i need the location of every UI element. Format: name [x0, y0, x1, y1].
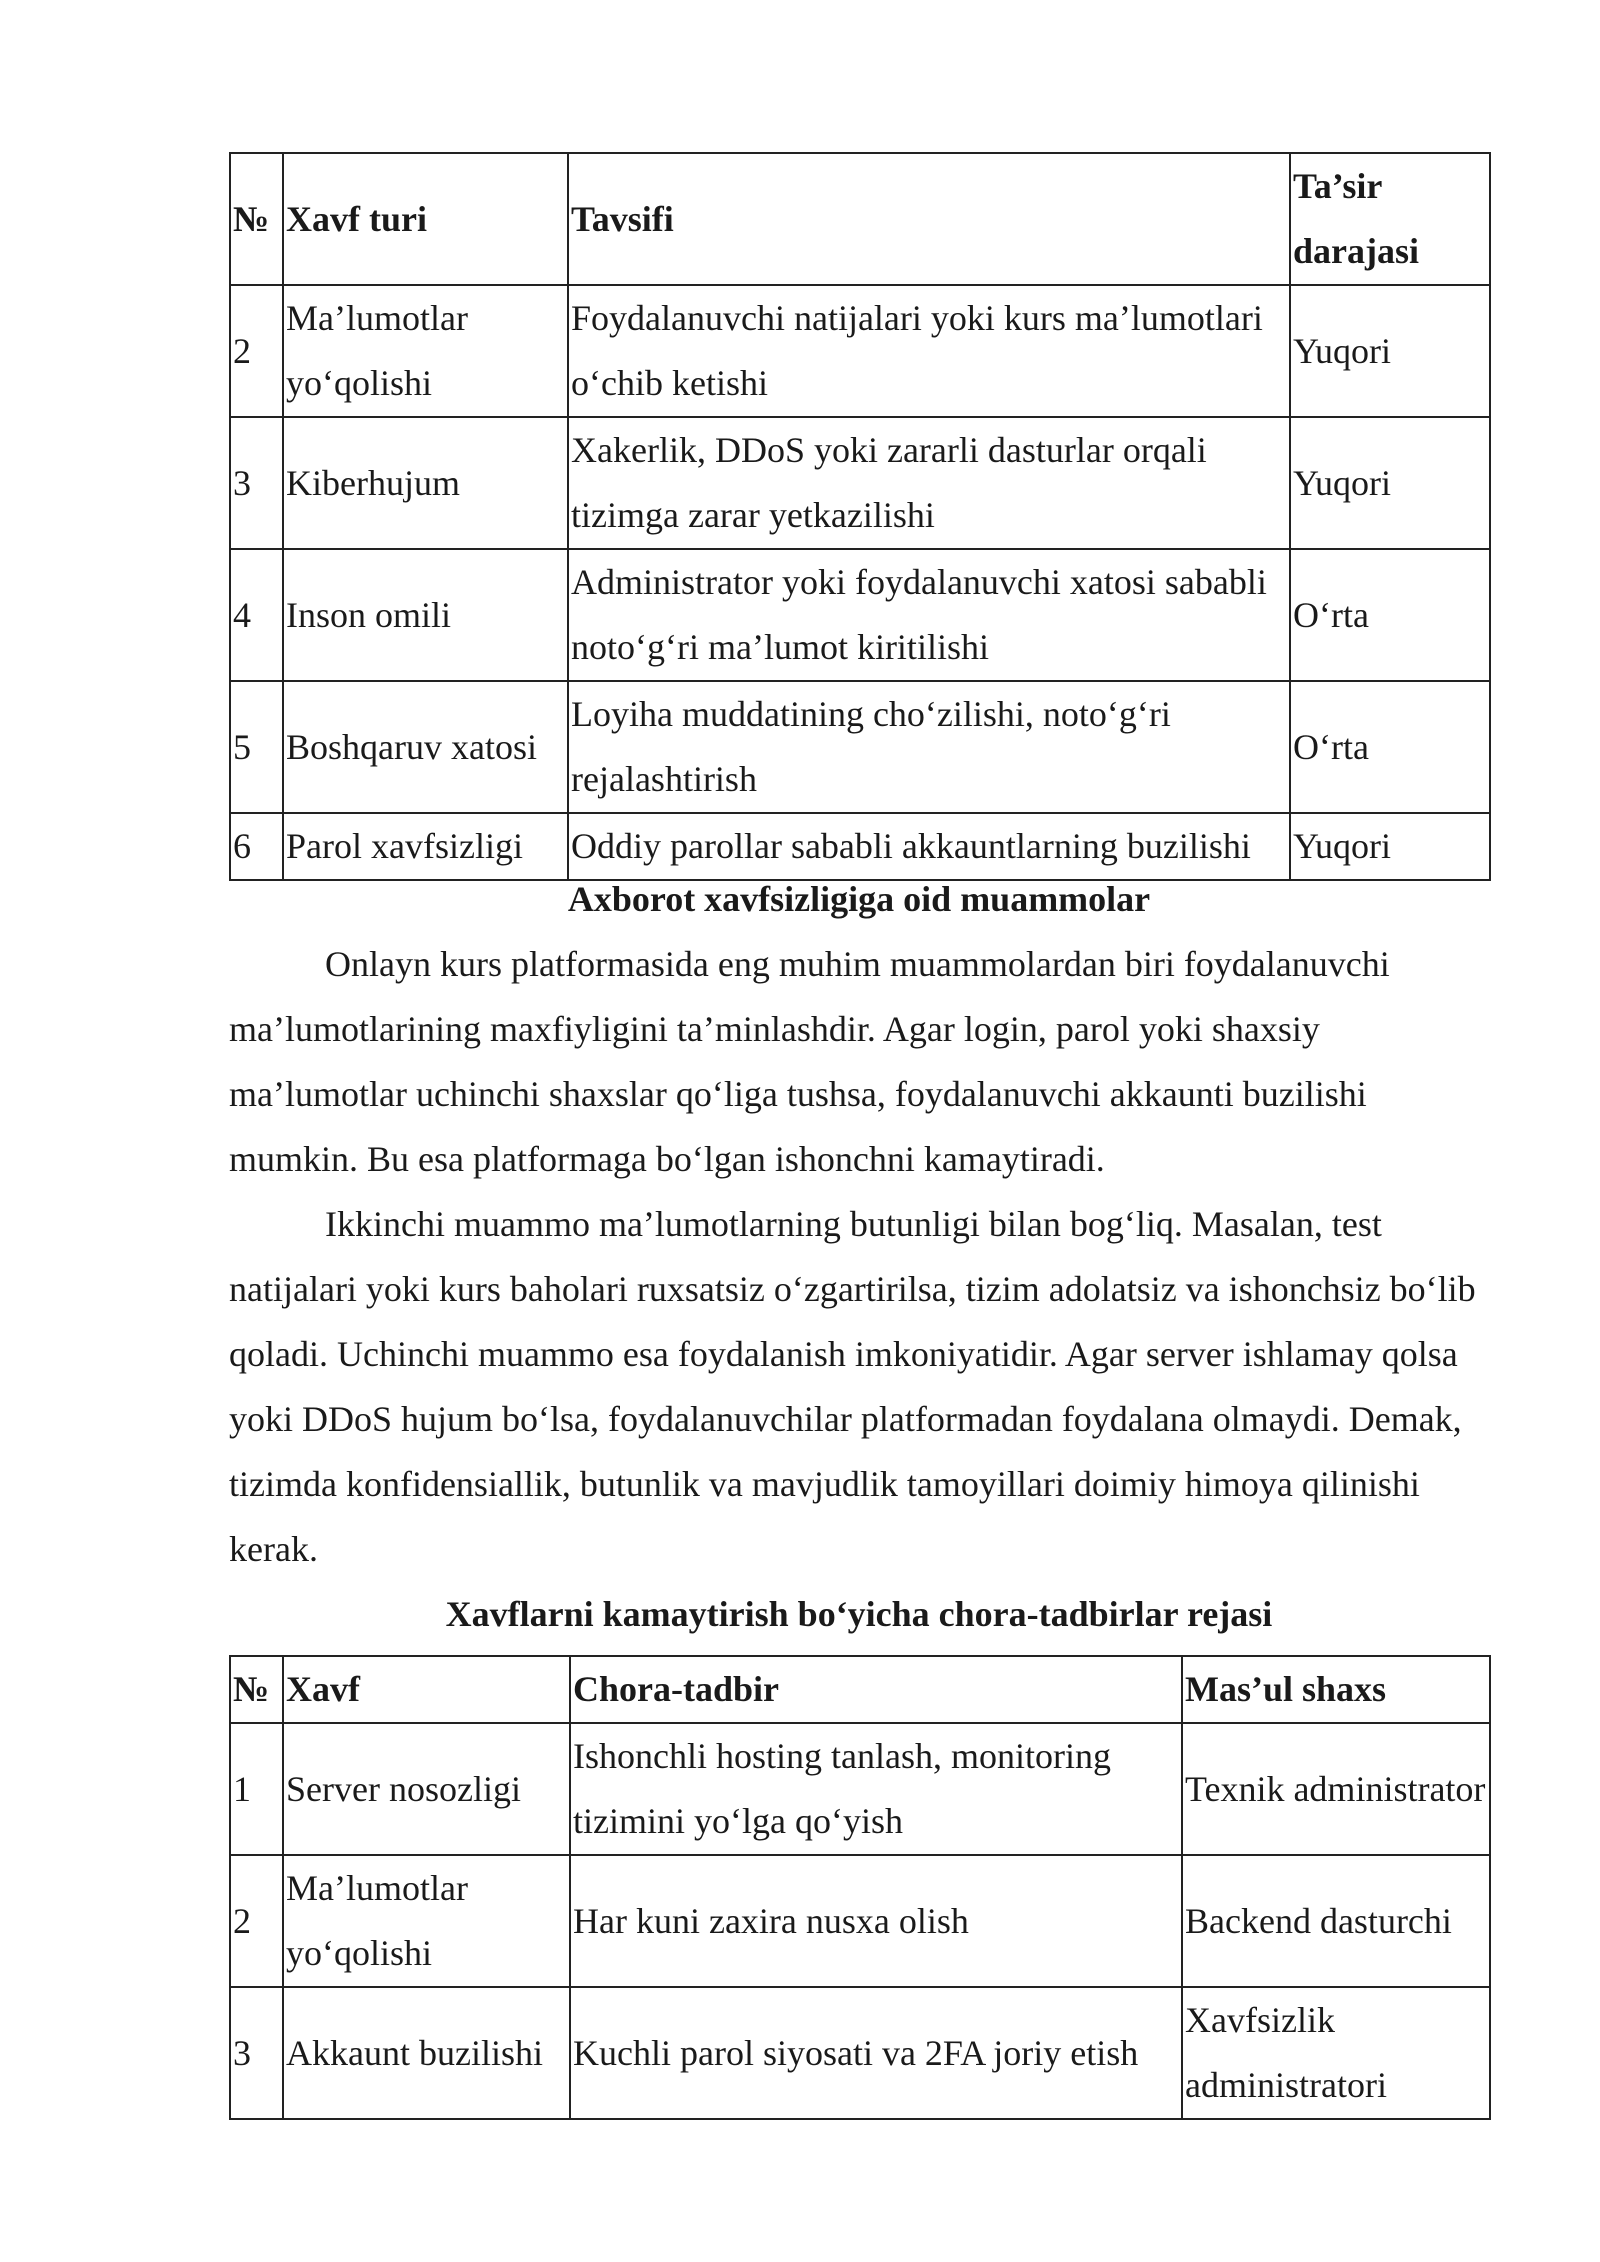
table-header-row	[230, 1656, 1490, 1723]
cell-number: 4	[230, 549, 283, 681]
header-responsible: Mas’ul shaxs	[1182, 1656, 1490, 1723]
cell-number: 1	[230, 1723, 283, 1855]
cell-number: 3	[230, 417, 283, 549]
table-row	[230, 1723, 1490, 1855]
cell-risk-type: Kiberhujum	[283, 417, 568, 549]
header-risk: Xavf	[283, 1656, 570, 1723]
table-caption: Xavflarni kamaytirish bo‘yicha chora-tadbirlar rejasi	[445, 1594, 1273, 1634]
cell-measure: Har kuni zaxira nusxa olish	[570, 1855, 1182, 1987]
cell-description: Foydalanuvchi natijalari yoki kurs ma’lumotlari o‘chib ketishi	[568, 285, 1290, 417]
table-row	[230, 549, 1490, 681]
cell-number: 6	[230, 813, 283, 880]
cell-impact-level: O‘rta	[1290, 549, 1490, 681]
table-row	[230, 417, 1490, 549]
cell-description: Oddiy parollar sababli akkauntlarning buzilishi	[568, 813, 1290, 880]
cell-risk: Akkaunt buzilishi	[283, 1987, 570, 2119]
cell-description: Loyiha muddatining cho‘zilishi, noto‘g‘ri rejalashtirish	[568, 681, 1290, 813]
cell-responsible: Backend dasturchi	[1182, 1855, 1490, 1987]
body-paragraph: Ikkinchi muammo ma’lumotlarning butunligi bilan bog‘liq. Masalan, test natijalari yoki kurs baholari ruxsatsiz o‘zgartirilsa, tizim adolatsiz va ishonchsiz bo‘lib qoladi. Uchinchi muammo esa foydalanish imkoniyatidir. Agar server ishlamay qolsa yoki DDoS hujum bo‘lsa, foydalanuvchilar platformadan foydalana olmaydi. Demak, tizimda konfidensiallik, butunlik va mavjudlik tamoyillari doimiy himoya qilinishi kerak.	[229, 1204, 1476, 1569]
table-row	[230, 285, 1490, 417]
header-number: №	[230, 153, 283, 285]
cell-number: 2	[230, 1855, 283, 1987]
header-number: №	[230, 1656, 283, 1723]
cell-responsible: Texnik administrator	[1182, 1723, 1490, 1855]
header-impact-level: Ta’sir darajasi	[1290, 153, 1490, 285]
header-description: Tavsifi	[568, 153, 1290, 285]
section-heading: Axborot xavfsizligiga oid muammolar	[567, 879, 1151, 919]
cell-number: 5	[230, 681, 283, 813]
measures-table	[229, 1655, 1491, 2120]
cell-description: Administrator yoki foydalanuvchi xatosi sababli noto‘g‘ri ma’lumot kiritilishi	[568, 549, 1290, 681]
cell-description: Xakerlik, DDoS yoki zararli dasturlar orqali tizimga zarar yetkazilishi	[568, 417, 1290, 549]
cell-risk-type: Ma’lumotlar yo‘qolishi	[283, 285, 568, 417]
cell-risk-type: Parol xavfsizligi	[283, 813, 568, 880]
cell-impact-level: Yuqori	[1290, 285, 1490, 417]
cell-measure: Ishonchli hosting tanlash, monitoring tizimini yo‘lga qo‘yish	[570, 1723, 1182, 1855]
cell-risk-type: Boshqaruv xatosi	[283, 681, 568, 813]
cell-measure: Kuchli parol siyosati va 2FA joriy etish	[570, 1987, 1182, 2119]
cell-risk: Server nosozligi	[283, 1723, 570, 1855]
cell-impact-level: Yuqori	[1290, 813, 1490, 880]
cell-impact-level: Yuqori	[1290, 417, 1490, 549]
table-row	[230, 681, 1490, 813]
header-risk-type: Xavf turi	[283, 153, 568, 285]
risk-table	[229, 152, 1491, 881]
table-header-row	[230, 153, 1490, 285]
table-row	[230, 1987, 1490, 2119]
cell-risk: Ma’lumotlar yo‘qolishi	[283, 1855, 570, 1987]
header-measure: Chora-tadbir	[570, 1656, 1182, 1723]
body-paragraph: Onlayn kurs platformasida eng muhim muammolardan biri foydalanuvchi ma’lumotlarining maxfiyligini ta’minlashdir. Agar login, parol yoki shaxsiy ma’lumotlar uchinchi shaxslar qo‘liga tushsa, foydalanuvchi akkaunti buzilishi mumkin. Bu esa platformaga bo‘lgan ishonchni kamaytiradi.	[229, 944, 1390, 1179]
cell-number: 3	[230, 1987, 283, 2119]
cell-responsible: Xavfsizlik administratori	[1182, 1987, 1490, 2119]
cell-impact-level: O‘rta	[1290, 681, 1490, 813]
cell-number: 2	[230, 285, 283, 417]
table-row	[230, 1855, 1490, 1987]
cell-risk-type: Inson omili	[283, 549, 568, 681]
